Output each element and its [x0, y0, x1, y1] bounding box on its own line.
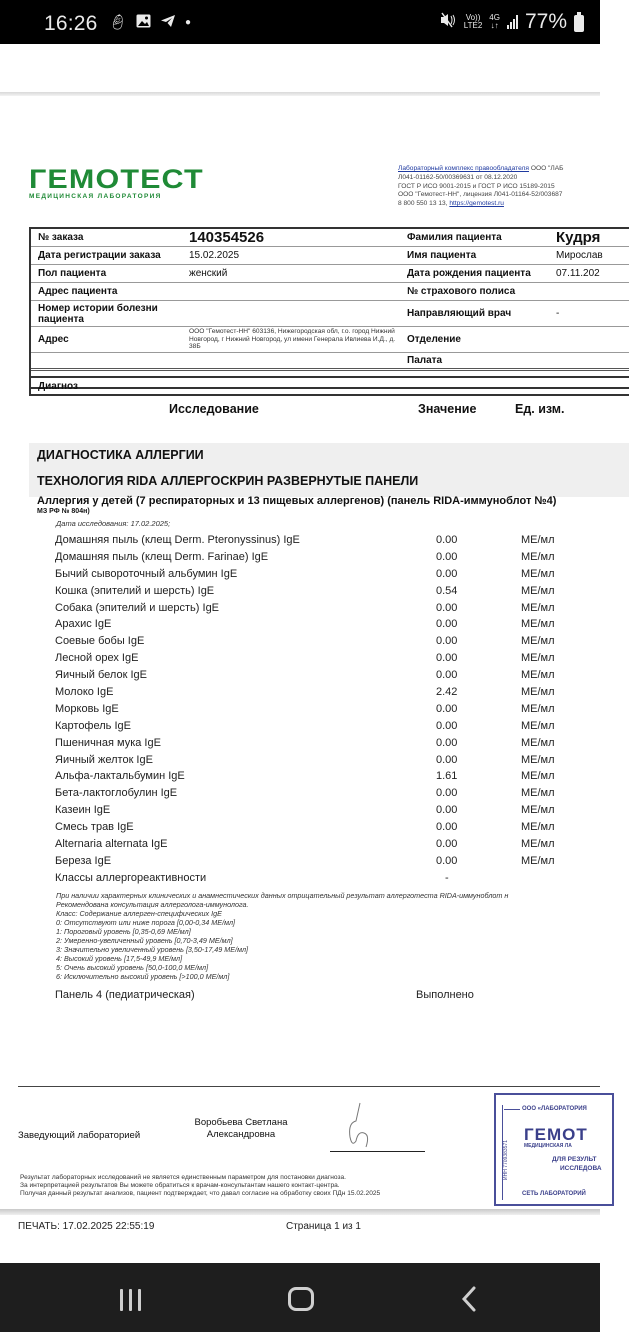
lab-address: ООО "Гемотест-НН" 603136, Нижегородская обл, г.о. город Нижний Новгород, г Нижний Новгород, ул имени Генерала Ивлиева И.Д., д. 38Б	[189, 328, 396, 351]
result-row: Яичный желток IgE 0.00 МЕ/мл	[55, 753, 555, 766]
column-unit: Ед. изм.	[515, 402, 565, 416]
results-list	[0, 532, 600, 887]
result-row: Бычий сывороточный альбумин IgE 0.00 МЕ/мл	[55, 567, 555, 580]
section-title: ДИАГНОСТИКА АЛЛЕРГИИ	[37, 448, 204, 462]
info-row: Адрес ООО "Гемотест-НН" 603136, Нижегородская обл, г.о. город Нижний Новгород, г Нижний Новгород, ул имени Генерала Ивлиева И.Д., д. 38Б Отделение	[31, 327, 629, 353]
column-value: Значение	[418, 402, 477, 416]
diagnosis-row: Диагноз	[29, 376, 629, 396]
status-time: 16:26	[44, 12, 98, 35]
result-row: Альфа-лактальбумин IgE 1.61 МЕ/мл	[55, 770, 555, 783]
result-row: Домашняя пыль (клещ Derm. Pteronyssinus) IgE 0.00 МЕ/мл	[55, 534, 555, 546]
result-row: Классы аллергореактивности -	[55, 871, 449, 884]
recent-apps-icon	[120, 1289, 123, 1311]
section-subtitle: ТЕХНОЛОГИЯ RIDA АЛЛЕРГОСКРИН РАЗВЕРНУТЫЕ ПАНЕЛИ	[37, 474, 419, 488]
lab-info: Лабораторный комплекс правообладателя ООО "ЛАБ Л041-01162-50/00369631 от 08.12.2020 ГОСТ Р ИСО 9001-2015 и ГОСТ Р ИСО 15189-2015 ООО "Гемотест-НН", лицензия Л041-01164-52/003687 8 800 550 13 13, https://gemotest.ru	[398, 165, 564, 208]
panel-subtitle: МЗ РФ № 804н)	[37, 508, 90, 515]
result-row: Арахис IgE 0.00 МЕ/мл	[55, 618, 555, 631]
patient-info-table	[29, 227, 629, 389]
recent-apps-button[interactable]	[120, 1289, 141, 1311]
logo-subtitle: МЕДИЦИНСКАЯ ЛАБОРАТОРИЯ	[29, 193, 162, 200]
result-row: Alternaria alternata IgE 0.00 МЕ/мл	[55, 838, 555, 851]
volte-indicator: Vo)) LTE2	[463, 13, 483, 30]
navigation-bar	[0, 1263, 600, 1332]
signer-role: Заведующий лабораторией	[18, 1130, 141, 1141]
website-link[interactable]: https://gemotest.ru	[449, 200, 504, 208]
patient-address	[189, 283, 405, 300]
registration-date: 15.02.2025	[189, 250, 240, 261]
result-row: Яичный белок IgE 0.00 МЕ/мл	[55, 669, 555, 682]
result-row: Лесной орех IgE 0.00 МЕ/мл	[55, 652, 555, 665]
signature-line	[330, 1151, 425, 1152]
battery-icon	[574, 15, 584, 32]
page-edge-bottom	[0, 1209, 600, 1215]
back-button[interactable]	[458, 1285, 480, 1313]
baby-icon: 👶︎	[108, 14, 128, 31]
department	[556, 327, 629, 352]
result-row: Домашняя пыль (клещ Derm. Farinae) IgE 0.00 МЕ/мл	[55, 550, 555, 563]
patient-surname: Кудря	[556, 229, 601, 246]
interpretation-notes: При наличии характерных клинических и анамнестических данных отрицательный результат аллерготеста RIDA-иммуноблот н Рекомендована консультация аллерголога-иммунолога. Класс: Содержание аллерген-специфических IgE 0: Отсутствуют или ниже порога [0,00-0,34 МЕ/мл] 1: Пороговый уровень [0,35-0,69 МЕ/мл] 2: Умеренно-увеличенный уровень [0,70-3,49 МЕ/мл] 3: Значительно увеличенный уровень [3,50-17,49 МЕ/мл] 4: Высокий уровень [17,5-49,9 МЕ/мл] 5: Очень высокий уровень [50,0-100,0 МЕ/мл] 6: Исключительно высокий уровень [>100,0 МЕ/мл]	[56, 891, 509, 981]
result-row: Бета-лактоглобулин IgE 0.00 МЕ/мл	[55, 787, 555, 800]
result-row: Молоко IgE 2.42 МЕ/мл	[55, 686, 555, 699]
study-date: Дата исследования: 17.02.2025;	[56, 519, 171, 528]
result-row: Соевые бобы IgE 0.00 МЕ/мл	[55, 635, 555, 648]
result-row: Кошка (эпителий и шерсть) IgE 0.54 МЕ/мл	[55, 584, 555, 597]
divider	[18, 1086, 600, 1087]
panel-title: Аллергия у детей (7 респираторных и 13 пищевых аллергенов) (панель RIDA-иммуноблот №4)	[37, 495, 557, 507]
logo-text: ГЕМОТЕСТ	[29, 164, 204, 194]
battery-percent: 77%	[524, 10, 567, 33]
panel-name: Панель 4 (педиатрическая)	[55, 989, 195, 1001]
patient-sex: женский	[189, 268, 228, 279]
result-row: Казеин IgE 0.00 МЕ/мл	[55, 804, 555, 817]
print-timestamp: ПЕЧАТЬ: 17.02.2025 22:55:19	[18, 1221, 155, 1232]
insurance-policy	[556, 283, 629, 300]
info-row: Пол пациента женский Дата рождения пациента 07.11.202	[31, 265, 629, 283]
document-viewer[interactable]	[0, 44, 603, 1263]
home-button[interactable]	[288, 1287, 314, 1311]
signer-name: Воробьева Светлана Александровна	[194, 1117, 288, 1140]
mute-icon	[439, 12, 457, 33]
info-row: № заказа 140354526 Фамилия пациента Кудря	[31, 229, 629, 247]
notification-icons	[108, 14, 191, 32]
system-icons	[439, 10, 584, 34]
column-study: Исследование	[169, 402, 259, 416]
patient-dob: 07.11.202	[556, 268, 600, 279]
telegram-icon	[160, 14, 176, 32]
info-row: Адрес пациента № страхового полиса	[31, 283, 629, 301]
back-icon	[458, 1285, 480, 1313]
document-page	[0, 96, 603, 1232]
dot-icon: ●	[185, 17, 192, 28]
result-row: Морковь IgE 0.00 МЕ/мл	[55, 702, 555, 715]
medical-history-number	[189, 301, 405, 326]
result-row: Пшеничная мука IgE 0.00 МЕ/мл	[55, 736, 555, 749]
info-row: Номер истории болезни пациента Направляющий врач -	[31, 301, 629, 327]
result-row: Картофель IgE 0.00 МЕ/мл	[55, 719, 555, 732]
patient-name: Мирослав	[556, 250, 603, 261]
info-row: Палата	[31, 353, 629, 371]
gallery-icon	[136, 14, 151, 32]
signature-image	[338, 1101, 378, 1156]
result-row: Береза IgE 0.00 МЕ/мл	[55, 854, 555, 867]
lab-stamp: ООО «ЛАБОРАТОРИЯ ИНН 7709383571 ГЕМОТ МЕДИЦИНСКАЯ ЛА ДЛЯ РЕЗУЛЬТ ИССЛЕДОВА СЕТЬ ЛАБОРАТОРИЙ	[494, 1093, 614, 1206]
signal-icon	[507, 15, 518, 29]
net-type-indicator: 4G ↓↑	[489, 13, 500, 30]
result-row: Смесь трав IgE 0.00 МЕ/мл	[55, 821, 555, 834]
referring-doctor: -	[556, 308, 560, 319]
panel-status: Выполнено	[416, 989, 474, 1001]
page-number: Страница 1 из 1	[286, 1221, 361, 1232]
status-bar	[0, 0, 600, 44]
lab-complex-link[interactable]: Лабораторный комплекс правообладателя	[398, 165, 529, 172]
disclaimer: Результат лабораторных исследований не является единственным параметром для постановки диагноза. За интерпретацией результатов Вы можете обратиться к врачам-консультантам нашего контакт-центра. Получая данный результат анализов, пациент подтверждает, что давал согласие на обработку своих ПДн 15.02.2025	[20, 1174, 381, 1197]
order-number: 140354526	[189, 229, 265, 246]
gemotest-logo	[29, 164, 204, 200]
result-row: Собака (эпителий и шерсть) IgE 0.00 МЕ/мл	[55, 601, 555, 614]
info-row: Дата регистрации заказа 15.02.2025 Имя пациента Мирослав	[31, 247, 629, 265]
ward	[556, 353, 629, 368]
